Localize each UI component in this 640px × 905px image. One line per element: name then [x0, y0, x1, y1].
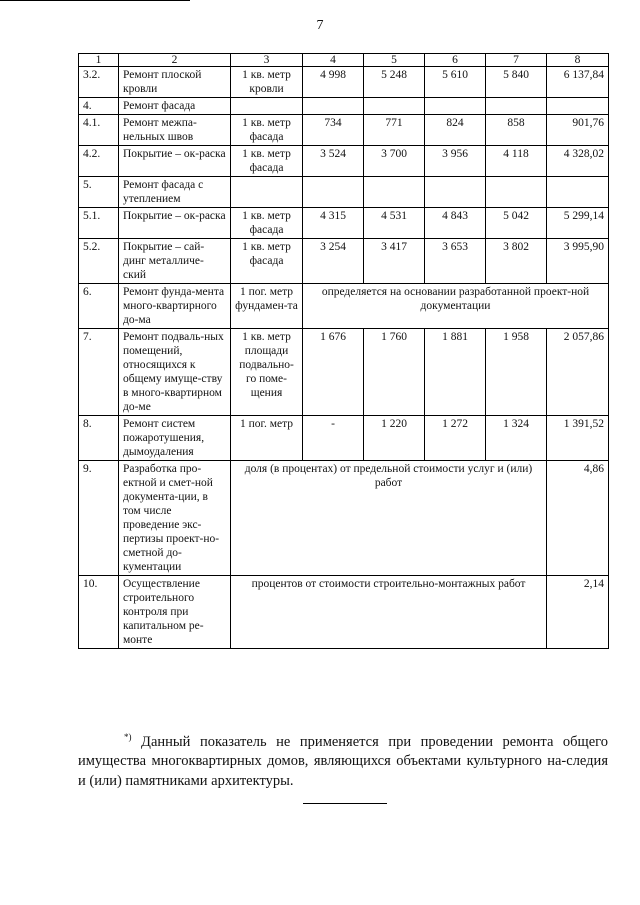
value-cell: 734: [303, 115, 364, 146]
row-number: 5.: [79, 177, 119, 208]
value-cell: 5 610: [425, 67, 486, 98]
row-number: 8.: [79, 416, 119, 461]
empty-cell: [486, 177, 547, 208]
row-number: 7.: [79, 329, 119, 416]
column-header: 8: [547, 54, 609, 67]
empty-cell: [303, 98, 364, 115]
row-number: 6.: [79, 284, 119, 329]
value-cell: 3 700: [364, 146, 425, 177]
row-number: 4.: [79, 98, 119, 115]
top-rule: [0, 0, 190, 1]
value-cell: 6 137,84: [547, 67, 609, 98]
table-row: [79, 239, 609, 284]
page-number: 7: [316, 18, 324, 33]
empty-cell: [547, 177, 609, 208]
value-cell: 4,86: [547, 461, 609, 576]
spanning-note: процентов от стоимости строительно-монтажных работ: [231, 576, 547, 649]
table-row: [79, 284, 609, 329]
value-cell: 4 531: [364, 208, 425, 239]
row-number: 9.: [79, 461, 119, 576]
value-cell: 824: [425, 115, 486, 146]
value-cell: 5 248: [364, 67, 425, 98]
value-cell: 4 998: [303, 67, 364, 98]
footnote-text: Данный показатель не применяется при проведении ремонта общего имущества многоквартирных домов, являющихся объектами культурного на-следия и (или) памятниками архитектуры.: [78, 733, 608, 790]
unit: 1 пог. метр фундамен-та: [231, 284, 303, 329]
value-cell: 4 328,02: [547, 146, 609, 177]
footnote-marker: *): [124, 731, 132, 742]
value-cell: 3 956: [425, 146, 486, 177]
empty-cell: [486, 98, 547, 115]
column-header: 5: [364, 54, 425, 67]
spanning-note: определяется на основании разработанной проект-ной документации: [303, 284, 609, 329]
row-number: 4.2.: [79, 146, 119, 177]
empty-cell: [364, 177, 425, 208]
work-name: Ремонт фасада: [119, 98, 231, 115]
column-header: 4: [303, 54, 364, 67]
table-row: [79, 98, 609, 115]
value-cell: 1 324: [486, 416, 547, 461]
value-cell: 5 042: [486, 208, 547, 239]
value-cell: 5 840: [486, 67, 547, 98]
value-cell: 3 524: [303, 146, 364, 177]
unit: 1 кв. метр кровли: [231, 67, 303, 98]
rates-table: [78, 53, 609, 649]
unit: 1 кв. метр фасада: [231, 208, 303, 239]
work-name: Осуществление строительного контроля при капитальном ре-монте: [119, 576, 231, 649]
value-cell: 3 417: [364, 239, 425, 284]
column-header: 3: [231, 54, 303, 67]
work-name: Ремонт систем пожаротушения, дымоудаления: [119, 416, 231, 461]
work-name: Покрытие – ок-раска: [119, 146, 231, 177]
row-number: 5.1.: [79, 208, 119, 239]
value-cell: 2,14: [547, 576, 609, 649]
unit: 1 кв. метр фасада: [231, 239, 303, 284]
table-row: [79, 146, 609, 177]
value-cell: 4 843: [425, 208, 486, 239]
column-header: 7: [486, 54, 547, 67]
value-cell: 3 802: [486, 239, 547, 284]
column-header: 2: [119, 54, 231, 67]
column-header: 6: [425, 54, 486, 67]
unit: 1 кв. метр фасада: [231, 115, 303, 146]
column-header: 1: [79, 54, 119, 67]
value-cell: 4 315: [303, 208, 364, 239]
empty-cell: [425, 98, 486, 115]
value-cell: 1 881: [425, 329, 486, 416]
table-row: [79, 115, 609, 146]
empty-cell: [303, 177, 364, 208]
table-row: [79, 416, 609, 461]
row-number: 3.2.: [79, 67, 119, 98]
work-name: Ремонт подваль-ных помещений, относящихся к общему имуще-ству в много-квартирном до-ме: [119, 329, 231, 416]
value-cell: -: [303, 416, 364, 461]
value-cell: 3 254: [303, 239, 364, 284]
empty-cell: [231, 98, 303, 115]
bottom-rule: [303, 803, 387, 804]
empty-cell: [231, 177, 303, 208]
value-cell: 2 057,86: [547, 329, 609, 416]
value-cell: 1 958: [486, 329, 547, 416]
value-cell: 901,76: [547, 115, 609, 146]
work-name: Покрытие – сай-динг металличе-ский: [119, 239, 231, 284]
value-cell: 3 995,90: [547, 239, 609, 284]
unit: 1 кв. метр фасада: [231, 146, 303, 177]
value-cell: 1 676: [303, 329, 364, 416]
value-cell: 5 299,14: [547, 208, 609, 239]
column-number-row: [79, 54, 609, 67]
empty-cell: [547, 98, 609, 115]
table-row: [79, 576, 609, 649]
work-name: Разработка про-ектной и смет-ной документа-ции, в том числе проведение экс-пертизы проект-но-сметной до-кументации: [119, 461, 231, 576]
table-row: [79, 329, 609, 416]
table-row: [79, 461, 609, 576]
footnote: [78, 727, 608, 792]
work-name: Ремонт межпа-нельных швов: [119, 115, 231, 146]
work-name: Ремонт фунда-мента много-квартирного до-ма: [119, 284, 231, 329]
unit: 1 пог. метр: [231, 416, 303, 461]
value-cell: 771: [364, 115, 425, 146]
empty-cell: [364, 98, 425, 115]
row-number: 4.1.: [79, 115, 119, 146]
value-cell: 1 760: [364, 329, 425, 416]
table-row: [79, 177, 609, 208]
empty-cell: [425, 177, 486, 208]
work-name: Ремонт плоской кровли: [119, 67, 231, 98]
value-cell: 1 391,52: [547, 416, 609, 461]
value-cell: 858: [486, 115, 547, 146]
unit: 1 кв. метр площади подвально-го поме-щения: [231, 329, 303, 416]
value-cell: 1 220: [364, 416, 425, 461]
table-row: [79, 67, 609, 98]
value-cell: 1 272: [425, 416, 486, 461]
value-cell: 4 118: [486, 146, 547, 177]
table-row: [79, 208, 609, 239]
value-cell: 3 653: [425, 239, 486, 284]
spanning-note: доля (в процентах) от предельной стоимости услуг и (или) работ: [231, 461, 547, 576]
work-name: Ремонт фасада с утеплением: [119, 177, 231, 208]
row-number: 5.2.: [79, 239, 119, 284]
work-name: Покрытие – ок-раска: [119, 208, 231, 239]
row-number: 10.: [79, 576, 119, 649]
